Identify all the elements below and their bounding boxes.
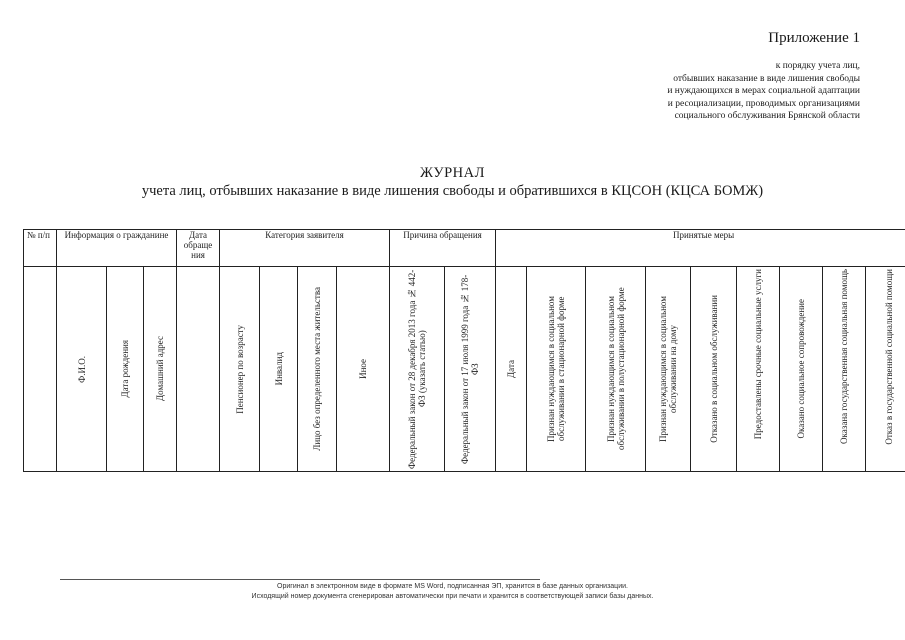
cell-empty xyxy=(24,267,57,472)
col-fio-label: Ф.И.О. xyxy=(76,355,87,383)
col-measure-state-help-refused-label: Отказ в государственной социальной помощи xyxy=(883,269,894,445)
col-measure-support xyxy=(780,267,823,472)
col-measure-stationary xyxy=(527,267,586,472)
journal-title: ЖУРНАЛ xyxy=(420,165,485,181)
col-measure-urgent xyxy=(737,267,780,472)
col-header-date: Дата обраще ния xyxy=(177,230,220,267)
col-other xyxy=(337,267,390,472)
col-measure-state-help-label: Оказана государственная социальная помощь xyxy=(839,269,850,444)
col-measure-semistationary xyxy=(586,267,646,472)
col-birth-label: Дата рождения xyxy=(120,340,130,398)
appendix-line: и ресоциализации, проводимых организациями xyxy=(667,98,860,109)
col-measure-home xyxy=(646,267,691,472)
col-homeless xyxy=(298,267,337,472)
col-measure-refused xyxy=(691,267,737,472)
col-measure-refused-label: Отказано в социальном обслуживании xyxy=(708,295,719,443)
col-birth xyxy=(107,267,144,472)
appendix-line: социального обслуживания Брянской области xyxy=(674,111,860,121)
col-header-number: № п/п xyxy=(24,230,57,267)
col-law-442-label: Федеральный закон от 28 декабря 2013 года № 442-ФЗ (указать статью) xyxy=(407,269,428,469)
col-measure-support-label: Оказано социальное сопровождение xyxy=(796,299,807,439)
col-address-label: Домашний адрес xyxy=(155,336,166,402)
col-measure-date xyxy=(496,267,527,472)
col-invalid-label: Инвалид xyxy=(273,352,284,386)
col-group-info: Информация о гражданине xyxy=(57,230,177,267)
col-address xyxy=(144,267,177,472)
col-measure-date-label: Дата xyxy=(506,360,517,378)
footer-note-original: Оригинал в электронном виде в формате MS Word, подписанная ЭП, хранится в базе данных организации. xyxy=(277,583,628,590)
col-measure-urgent-label: Предоставлены срочные социальные услуги xyxy=(753,269,764,440)
col-measure-stationary-label: Признан нуждающимся в социальном обслуживании в стационарной форме xyxy=(546,296,567,442)
footer-divider xyxy=(60,579,540,580)
col-law-178 xyxy=(445,267,496,472)
col-other-label: Иное xyxy=(358,359,369,379)
col-fio xyxy=(57,267,107,472)
col-group-category: Категория заявителя xyxy=(220,230,390,267)
col-law-442 xyxy=(390,267,445,472)
col-measure-state-help-refused xyxy=(866,267,905,472)
col-law-178-label: Федеральный закон от 17 июля 1999 года № 178-ФЗ xyxy=(460,274,481,464)
appendix-line: и нуждающихся в мерах социальной адаптации xyxy=(667,86,860,96)
col-measure-semistationary-label: Признан нуждающимся в социальном обслуживании в полустационарной форме xyxy=(605,287,626,451)
col-pensioner xyxy=(220,267,260,472)
col-group-measures: Принятые меры xyxy=(496,230,905,267)
journal-subtitle: учета лиц, отбывших наказание в виде лишения свободы и обратившихся в КЦСОН (КЦСА БОМЖ) xyxy=(141,183,764,199)
appendix-line: к порядку учета лиц, xyxy=(775,61,860,71)
journal-table xyxy=(23,229,905,472)
appendix-line: отбывших наказание в виде лишения свободы xyxy=(673,73,860,84)
col-measure-home-label: Признан нуждающимся в социальном обслуживании на дому xyxy=(658,296,679,442)
appendix-subtitle xyxy=(440,60,860,123)
cell-empty xyxy=(177,267,220,472)
col-invalid xyxy=(260,267,298,472)
appendix-title: Приложение 1 xyxy=(768,30,860,46)
col-pensioner-label: Пенсионер по возрасту xyxy=(234,324,245,414)
col-measure-state-help xyxy=(823,267,866,472)
col-group-reason: Причина обращения xyxy=(390,230,496,267)
col-homeless-label: Лицо без определенного места жительства xyxy=(312,287,323,451)
footer-note-number: Исходящий номер документа сгенерирован автоматически при печати и хранится в соответствующей записи базы данных. xyxy=(251,593,654,600)
